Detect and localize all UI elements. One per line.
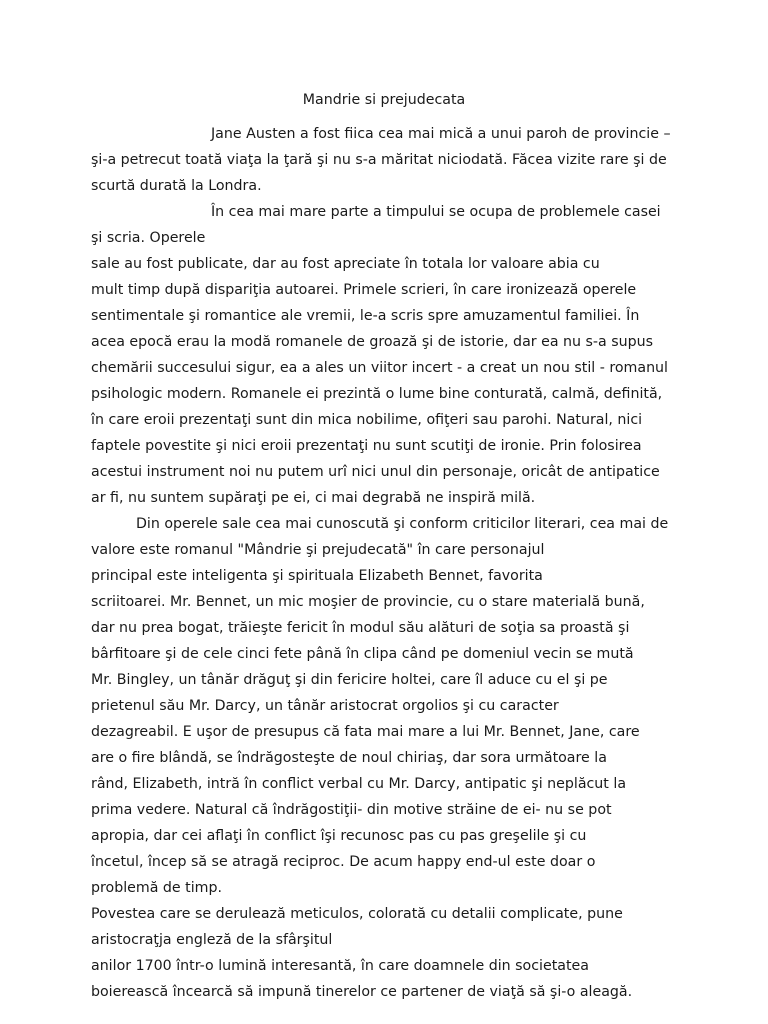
text-line: psihologic modern. Romanele ei prezintă o lume bine conturată, calmă, definită, — [91, 386, 663, 402]
text-line: prima vedere. Natural că îndrăgostiţii- din motive străine de ei- nu se pot — [91, 802, 612, 818]
text-line: acestui instrument noi nu putem urî nici unul din personaje, oricât de antipatice — [91, 464, 660, 480]
text-line: apropia, dar cei aflaţi în conflict îşi recunosc pas cu pas greşelile şi cu — [91, 828, 587, 844]
text-line: mult timp după dispariţia autoarei. Primele scrieri, în care ironizează operele — [91, 282, 637, 298]
text-line: În cea mai mare parte a timpului se ocupa de problemele casei — [211, 204, 661, 220]
text-line: chemării succesului sigur, ea a ales un viitor incert - a creat un nou stil - romanul — [91, 360, 668, 376]
text-line: rând, Elizabeth, intră în conflict verbal cu Mr. Darcy, antipatic şi neplăcut la — [91, 776, 627, 792]
text-line: şi scria. Operele — [91, 230, 206, 246]
text-line: dar nu prea bogat, trăieşte fericit în modul său alături de soţia sa proastă şi — [91, 620, 630, 636]
text-line: Din operele sale cea mai cunoscută şi conform criticilor literari, cea mai de — [136, 516, 669, 532]
text-line: boierească încearcă să impună tinerelor ce partener de viaţă să şi-o aleagă. — [91, 984, 633, 1000]
text-line: scurtă durată la Londra. — [91, 178, 262, 194]
text-line: sentimentale şi romantice ale vremii, le-a scris spre amuzamentul familiei. În — [91, 308, 640, 324]
text-line: ar fi, nu suntem supăraţi pe ei, ci mai degrabă ne inspiră milă. — [91, 490, 536, 506]
text-line: bârfitoare şi de cele cinci fete până în clipa când pe domeniul vecin se mută — [91, 646, 634, 662]
text-line: Jane Austen a fost fiica cea mai mică a unui paroh de provincie – — [211, 126, 671, 142]
text-line: încetul, încep să se atragă reciproc. De acum happy end-ul este doar o — [91, 854, 596, 870]
text-line: şi-a petrecut toată viaţa la ţară şi nu s-a măritat niciodată. Făcea vizite rare şi de — [91, 152, 667, 168]
text-line: Povestea care se derulează meticulos, colorată cu detalii complicate, pune — [91, 906, 623, 922]
text-line: acea epocă erau la modă romanele de groază şi de istorie, dar ea nu s-a supus — [91, 334, 654, 350]
text-line: problemă de timp. — [91, 880, 222, 896]
text-line: aristocraţja engleză de la sfârşitul — [91, 932, 333, 948]
text-line: dezagreabil. E uşor de presupus că fata mai mare a lui Mr. Bennet, Jane, care — [91, 724, 640, 740]
text-line: principal este inteligenta şi spirituala Elizabeth Bennet, favorita — [91, 568, 543, 584]
text-line: anilor 1700 într-o lumină interesantă, în care doamnele din societatea — [91, 958, 589, 974]
text-line: scriitoarei. Mr. Bennet, un mic moşier de provincie, cu o stare materială bună, — [91, 594, 645, 610]
text-line: sale au fost publicate, dar au fost apreciate în totala lor valoare abia cu — [91, 256, 600, 272]
text-line: în care eroii prezentaţi sunt din mica nobilime, ofiţeri sau parohi. Natural, nici — [91, 412, 643, 428]
text-line: are o fire blândă, se îndrăgosteşte de noul chiriaş, dar sora următoare la — [91, 750, 607, 766]
text-line: Mr. Bingley, un tânăr drăguţ şi din fericire holtei, care îl aduce cu el şi pe — [91, 672, 608, 688]
text-line: faptele povestite şi nici eroii prezentaţi nu sunt scutiţi de ironie. Prin folosirea — [91, 438, 642, 454]
page-title: Mandrie si prejudecata — [302, 92, 466, 108]
text-line: valore este romanul "Mândrie şi prejudecată" în care personajul — [91, 542, 545, 558]
text-line: prietenul său Mr. Darcy, un tânăr aristocrat orgolios şi cu caracter — [91, 698, 559, 714]
